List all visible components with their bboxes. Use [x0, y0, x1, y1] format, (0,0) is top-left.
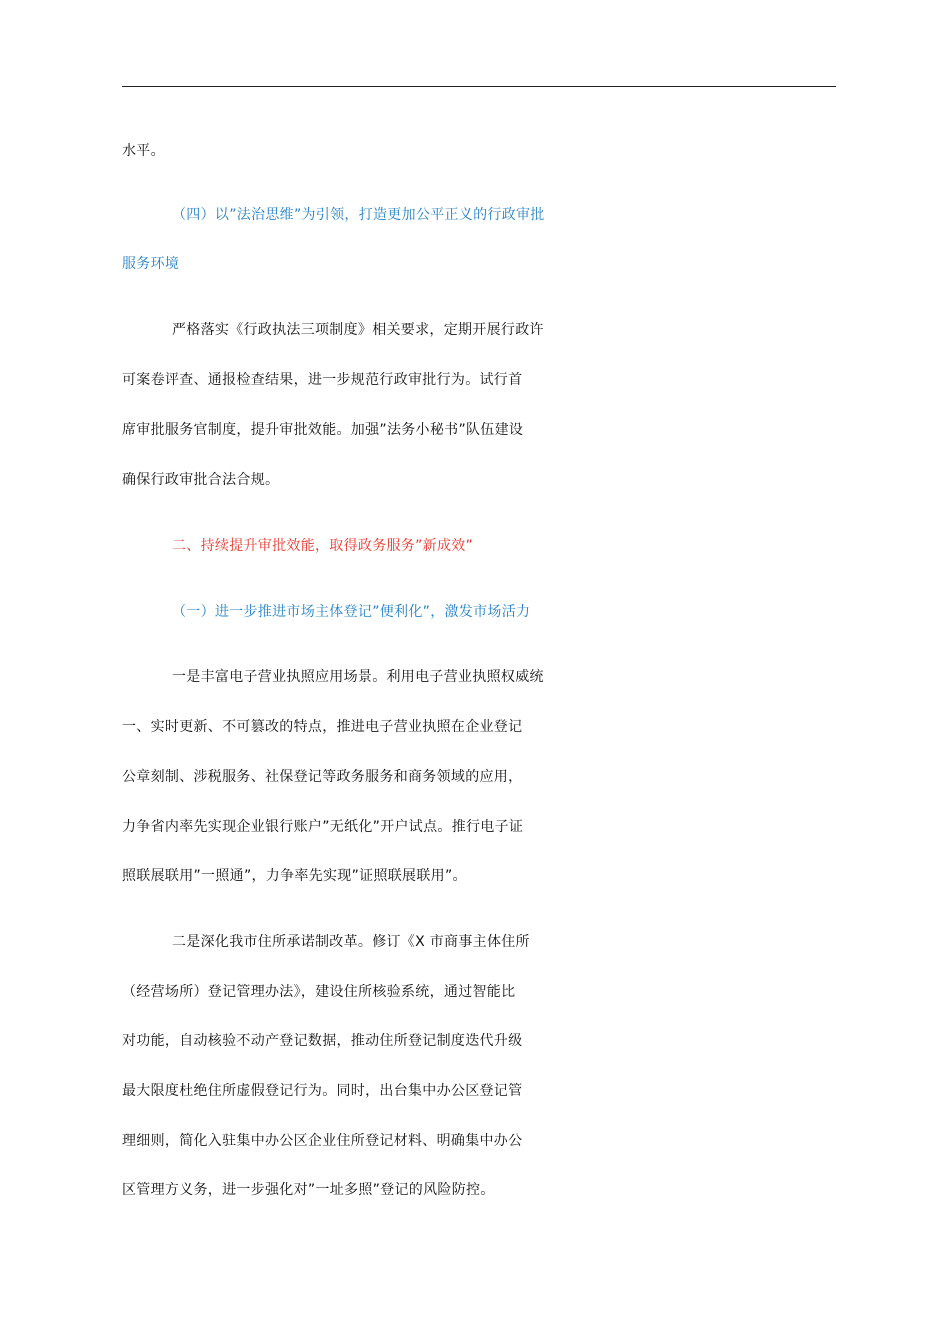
section-4-body-line: 确保行政审批合法合规。: [122, 472, 280, 488]
paragraph-2-line: 理细则，简化入驻集中办公区企业住所登记材料、明确集中办公: [122, 1133, 523, 1149]
paragraph-1-line: 力争省内率先实现企业银行账户”无纸化”开户试点。推行电子证: [122, 819, 524, 835]
paragraph-2-line: 最大限度杜绝住所虚假登记行为。同时，出台集中办公区登记管: [122, 1083, 523, 1099]
paragraph-1-line: 照联展联用”一照通”，力争率先实现”证照联展联用”。: [122, 868, 467, 884]
paragraph-1-line: 一是丰富电子营业执照应用场景。利用电子营业执照权威统: [172, 669, 544, 685]
paragraph-2-line: （经营场所）登记管理办法》，建设住所核验系统，通过智能比: [122, 984, 516, 1000]
paragraph-2-line: 二是深化我市住所承诺制改革。修订《X 市商事主体住所: [172, 934, 530, 950]
subsection-1-heading: （一）进一步推进市场主体登记”便利化”，激发市场活力: [172, 604, 531, 620]
continuation-text: 水平。: [122, 143, 165, 159]
paragraph-2-line: 区管理方义务，进一步强化对”一址多照”登记的风险防控。: [122, 1182, 495, 1198]
header-rule: [122, 86, 836, 87]
paragraph-1-line: 一、实时更新、不可篡改的特点，推进电子营业执照在企业登记: [122, 719, 523, 735]
paragraph-2-line: 对功能，自动核验不动产登记数据，推动住所登记制度迭代升级: [122, 1033, 523, 1049]
section-4-body-line: 可案卷评查、通报检查结果，进一步规范行政审批行为。试行首: [122, 372, 523, 388]
part-2-heading: 二、持续提升审批效能，取得政务服务”新成效”: [172, 538, 474, 554]
section-4-heading-line-2: 服务环境: [122, 256, 180, 272]
section-4-body-line: 严格落实《行政执法三项制度》相关要求，定期开展行政许: [172, 322, 544, 338]
section-4-body-line: 席审批服务官制度，提升审批效能。加强”法务小秘书”队伍建设: [122, 422, 524, 438]
section-4-heading-line-1: （四）以”法治思维”为引领，打造更加公平正义的行政审批: [172, 207, 545, 223]
paragraph-1-line: 公章刻制、涉税服务、社保登记等政务服务和商务领域的应用，: [122, 769, 523, 785]
